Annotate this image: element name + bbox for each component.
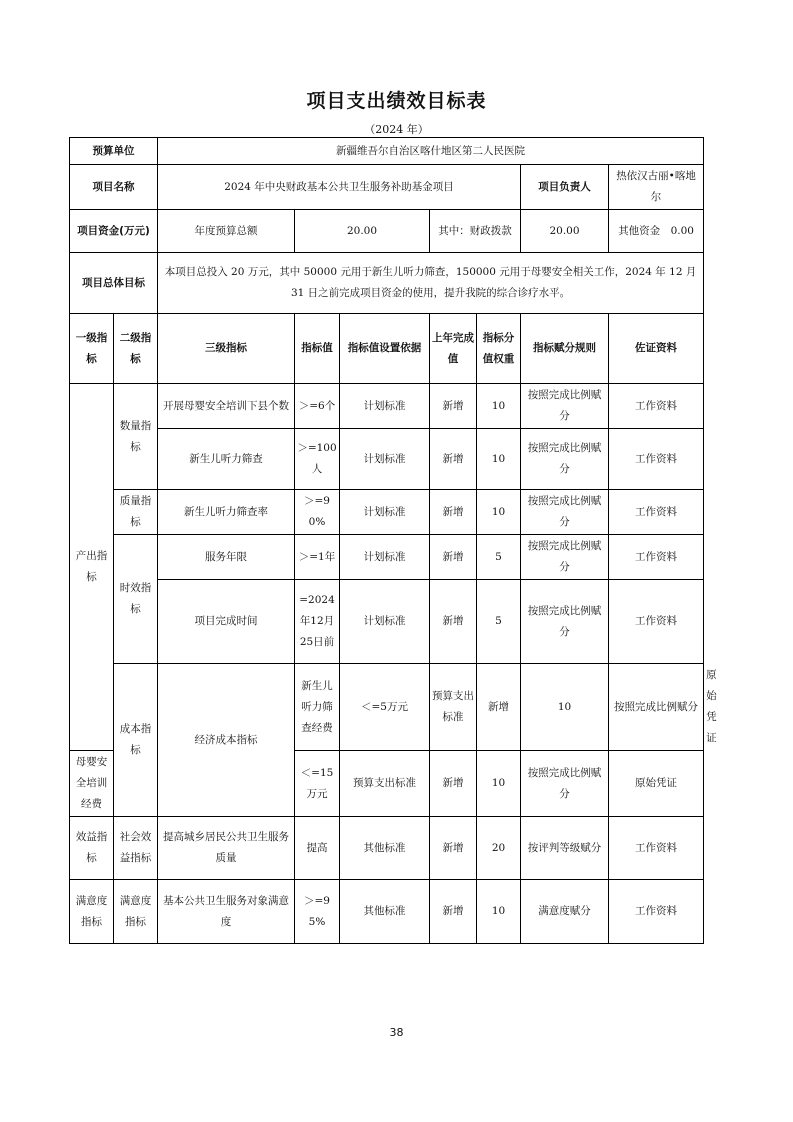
indicator-basis: 预算支出标准: [340, 751, 430, 817]
indicator-value: ＜=15万元: [295, 751, 340, 817]
indicator-basis: 其他标准: [340, 880, 430, 944]
subgroup-timeliness: 时效指标: [114, 535, 158, 664]
indicator-rule: 满意度赋分: [521, 880, 609, 944]
page-title: 项目支出绩效目标表: [306, 90, 487, 112]
page-number: 38: [389, 1026, 404, 1039]
other-funds-amount: 0.00: [670, 224, 694, 237]
indicator-weight: 5: [477, 535, 521, 580]
indicator-basis: 计划标准: [340, 535, 430, 580]
annual-budget-value: 20.00: [295, 210, 430, 253]
project-name-label: 项目名称: [70, 165, 158, 210]
indicator-rule: 按照完成比例赋分: [521, 490, 609, 535]
header-l2: 二级指标: [114, 314, 158, 384]
goal-label: 项目总体目标: [70, 253, 158, 314]
fund-row: [70, 210, 704, 253]
indicator-basis: 预算支出标准: [430, 664, 477, 751]
table-row: [70, 429, 704, 490]
indicator-rule: 按照完成比例赋分: [521, 580, 609, 664]
indicator-name: 母婴安全培训经费: [70, 751, 114, 817]
indicator-name: 服务年限: [158, 535, 295, 580]
header-last: 上年完成值: [430, 314, 477, 384]
indicator-weight: 10: [477, 490, 521, 535]
header-l1: 一级指标: [70, 314, 114, 384]
indicator-rule: 按照完成比例赋分: [521, 384, 609, 429]
indicator-rule: 按照完成比例赋分: [521, 429, 609, 490]
indicator-rule: 按照完成比例赋分: [521, 535, 609, 580]
indicator-evidence: 工作资料: [609, 384, 704, 429]
indicator-name: 新生儿听力筛查经费: [295, 664, 340, 751]
subgroup-quality: 质量指标: [114, 490, 158, 535]
goal-value: 本项目总投入 20 万元，其中 50000 元用于新生儿听力筛查，150000 元用于母婴安全相关工作，2024 年 12 月 31 日之前完成项目资金的使用，提升我院的综合诊疗水平。: [158, 253, 704, 314]
unit-row: [70, 138, 704, 165]
indicator-rule: 按评判等级赋分: [521, 817, 609, 880]
indicator-name: 新生儿听力筛查率: [158, 490, 295, 535]
indicator-evidence: 工作资料: [609, 535, 704, 580]
table-row: 成本指标 经济成本指标 新生儿听力筛查经费 ＜=5万元 预算支出标准 新增 10 按照完成比例赋分 原始凭证: [70, 664, 704, 751]
subgroup-economic: 经济成本指标: [158, 664, 295, 817]
header-l3: 三级指标: [158, 314, 295, 384]
fund-label: 项目资金(万元): [70, 210, 158, 253]
project-name-value: 2024 年中央财政基本公共卫生服务补助基金项目: [158, 165, 521, 210]
group-benefit: 效益指标: [70, 817, 114, 880]
indicator-evidence: 工作资料: [609, 817, 704, 880]
manager-value: 热依汉古丽•喀地尔: [609, 165, 704, 210]
header-basis: 指标值设置依据: [340, 314, 430, 384]
indicator-value: ＜=5万元: [340, 664, 430, 751]
indicator-last: 新增: [430, 580, 477, 664]
header-rule: 指标赋分规则: [521, 314, 609, 384]
indicator-weight: 20: [477, 817, 521, 880]
table-row: [70, 535, 704, 580]
indicator-weight: 10: [477, 751, 521, 817]
indicator-weight: 5: [477, 580, 521, 664]
indicator-value: 提高: [295, 817, 340, 880]
indicator-last: 新增: [430, 751, 477, 817]
indicator-value: =2024年12月25日前: [295, 580, 340, 664]
group-cost: 成本指标: [114, 664, 158, 817]
table-row: [70, 384, 704, 429]
indicator-weight: 10: [477, 880, 521, 944]
indicator-last: 新增: [430, 384, 477, 429]
annual-budget-label: 年度预算总额: [158, 210, 295, 253]
indicator-value: ＞=90%: [295, 490, 340, 535]
header-evidence: 佐证资料: [609, 314, 704, 384]
indicator-evidence: 工作资料: [609, 880, 704, 944]
indicator-evidence: 工作资料: [609, 490, 704, 535]
header-row: [70, 314, 704, 384]
fiscal-value: 20.00: [521, 210, 609, 253]
indicator-rule: 按照完成比例赋分: [609, 664, 704, 751]
other-funds-value: [609, 210, 704, 253]
indicator-name: 提高城乡居民公共卫生服务质量: [158, 817, 295, 880]
unit-value: 新疆维吾尔自治区喀什地区第二人民医院: [158, 138, 704, 165]
goal-row: [70, 253, 704, 314]
indicator-rule: 按照完成比例赋分: [521, 751, 609, 817]
indicator-weight: 10: [477, 384, 521, 429]
indicator-value: ＞=95%: [295, 880, 340, 944]
indicator-name: 项目完成时间: [158, 580, 295, 664]
header-value: 指标值: [295, 314, 340, 384]
group-output: 产出指标: [70, 384, 114, 751]
manager-label: 项目负责人: [521, 165, 609, 210]
indicator-name: 基本公共卫生服务对象满意度: [158, 880, 295, 944]
unit-label: 预算单位: [70, 138, 158, 165]
indicator-basis: 计划标准: [340, 490, 430, 535]
indicator-basis: 计划标准: [340, 580, 430, 664]
fiscal-label: 其中：财政拨款: [430, 210, 521, 253]
indicator-last: 新增: [430, 535, 477, 580]
indicator-basis: 计划标准: [340, 429, 430, 490]
table-row: [70, 580, 704, 664]
group-satisfaction: 满意度指标: [70, 880, 114, 944]
subgroup-quantity: 数量指标: [114, 384, 158, 490]
table-row: [70, 490, 704, 535]
indicator-evidence: 工作资料: [609, 429, 704, 490]
table-row: [70, 817, 704, 880]
indicator-last: 新增: [430, 490, 477, 535]
indicator-last: 新增: [430, 429, 477, 490]
indicator-value: ＞=100人: [295, 429, 340, 490]
indicator-evidence: 工作资料: [609, 580, 704, 664]
indicator-last: 新增: [430, 880, 477, 944]
indicator-basis: 其他标准: [340, 817, 430, 880]
indicator-value: ＞=6个: [295, 384, 340, 429]
year-label: （2024 年）: [364, 123, 429, 136]
header-weight: 指标分值权重: [477, 314, 521, 384]
subgroup-satisfaction: 满意度指标: [114, 880, 158, 944]
table-row: [70, 880, 704, 944]
indicator-basis: 计划标准: [340, 384, 430, 429]
indicator-name: 开展母婴安全培训下县个数: [158, 384, 295, 429]
name-row: [70, 165, 704, 210]
indicator-value: ＞=1年: [295, 535, 340, 580]
performance-table: [69, 137, 717, 944]
indicator-evidence: 原始凭证: [609, 751, 704, 817]
indicator-last: 新增: [477, 664, 521, 751]
indicator-last: 新增: [430, 817, 477, 880]
indicator-weight: 10: [521, 664, 609, 751]
other-funds-label: 其他资金: [618, 224, 661, 237]
indicator-weight: 10: [477, 429, 521, 490]
indicator-name: 新生儿听力筛查: [158, 429, 295, 490]
subgroup-social: 社会效益指标: [114, 817, 158, 880]
